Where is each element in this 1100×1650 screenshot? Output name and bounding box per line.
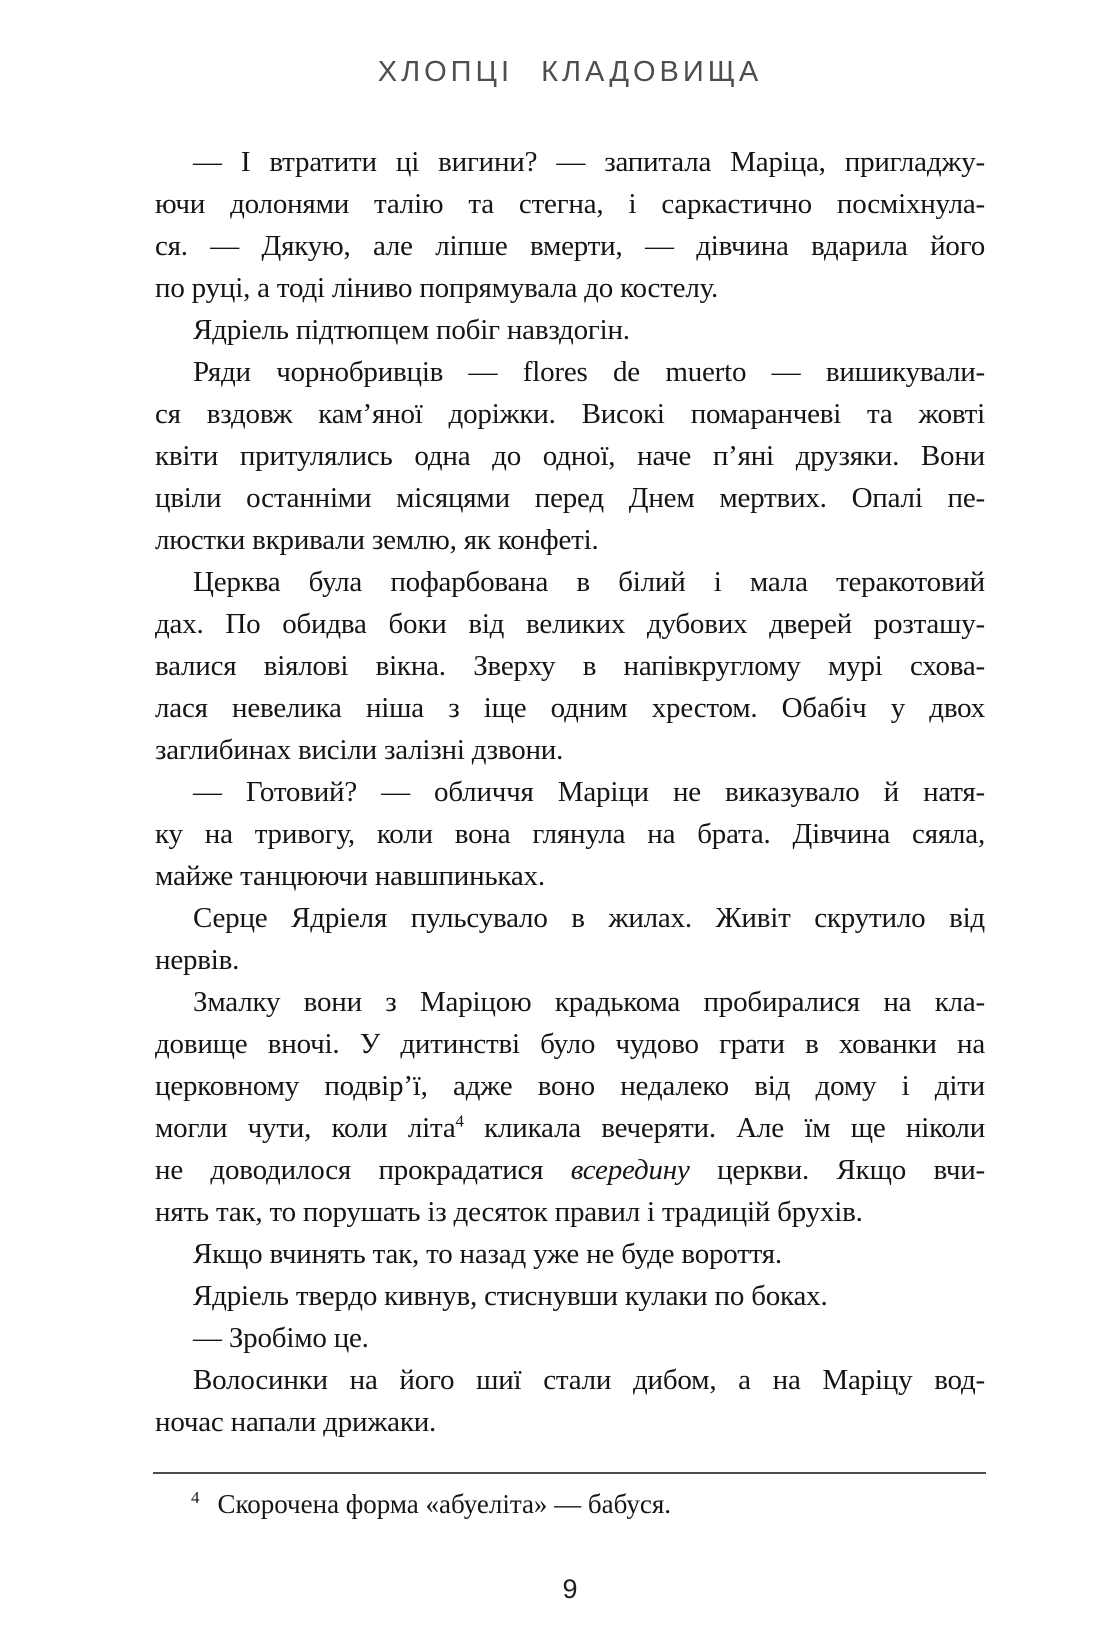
text-line: — Готовий? — обличчя Маріци не виказувало й натя- xyxy=(193,776,985,808)
text-line: нять так, то порушать із десяток правил і традицій брухів. xyxy=(155,1196,863,1228)
text-line: — Зробімо це. xyxy=(193,1322,369,1354)
text-line: заглибинах висіли залізні дзвони. xyxy=(155,734,564,766)
text-line: не доводилося прокрадатися всередину церкви. Якщо вчи- xyxy=(155,1154,985,1186)
text-line: ся вздовж кам’яної доріжки. Високі помаранчеві та жовті xyxy=(155,398,985,430)
text-line: Церква була пофарбована в білий і мала теракотовий xyxy=(193,566,985,598)
text-line: цвіли останніми місяцями перед Днем мертвих. Опалі пе- xyxy=(155,482,985,514)
text-line: ся. — Дякую, але ліпше вмерти, — дівчина вдарила його xyxy=(155,230,985,262)
footnote-divider xyxy=(153,1472,986,1474)
text-line: нервів. xyxy=(155,944,240,976)
text-line: — І втратити ці вигини? — запитала Маріца, пригладжу- xyxy=(193,146,985,178)
footnote-line xyxy=(155,1487,985,1521)
footnote-text: Скорочена форма «абуеліта» — бабуся. xyxy=(217,1489,672,1519)
text-line: валися віялові вікна. Зверху в напівкруглому мурі схова- xyxy=(155,650,985,682)
text-line: довище вночі. У дитинстві було чудово грати в хованки на xyxy=(155,1028,985,1060)
footnote-marker: 4 xyxy=(191,1488,200,1507)
text-line: по руці, а тоді ліниво попрямувала до костелу. xyxy=(155,272,719,304)
text-line: Ядріель підтюпцем побіг навздогін. xyxy=(193,314,630,346)
text-line: ючи долонями талію та стегна, і саркастично посміхнула- xyxy=(155,188,985,220)
page-number: 9 xyxy=(562,1574,578,1604)
text-line: Серце Ядріеля пульсувало в жилах. Живіт скрутило від xyxy=(193,902,985,934)
text-line: ночас напали дрижаки. xyxy=(155,1406,437,1438)
text-line: квіти притулялись одна до одної, наче п’яні друзяки. Вони xyxy=(155,440,985,472)
text-line: церковному подвір’ї, адже воно недалеко від дому і діти xyxy=(155,1070,985,1102)
text-line: дах. По обидва боки від великих дубових дверей розташу- xyxy=(155,608,985,640)
text-line: Волосинки на його шиї стали дибом, а на Маріцу вод- xyxy=(193,1364,985,1396)
text-line: лася невелика ніша з іще одним хрестом. Обабіч у двох xyxy=(155,692,985,724)
body-text xyxy=(155,141,985,1443)
text-line: ку на тривогу, коли вона глянула на брата. Дівчина сяяла, xyxy=(155,818,985,850)
text-line: Ядріель твердо кивнув, стиснувши кулаки по боках. xyxy=(193,1280,828,1312)
text-line: майже танцюючи навшпиньках. xyxy=(155,860,545,892)
text-line: Ряди чорнобривців — flores de muerto — вишикували- xyxy=(193,356,985,388)
text-line: Змалку вони з Маріцою крадькома пробиралися на кла- xyxy=(193,986,985,1018)
running-head-title: ХЛОПЦІ КЛАДОВИЩА xyxy=(377,56,763,88)
text-line: могли чути, коли літа$^4$ кликала вечеряти. Але їм ще ніколи xyxy=(155,1111,986,1144)
text-line: Якщо вчинять так, то назад уже не буде вороття. xyxy=(193,1238,782,1270)
text-line: люстки вкривали землю, як конфеті. xyxy=(155,524,599,556)
footnote xyxy=(155,1487,985,1521)
